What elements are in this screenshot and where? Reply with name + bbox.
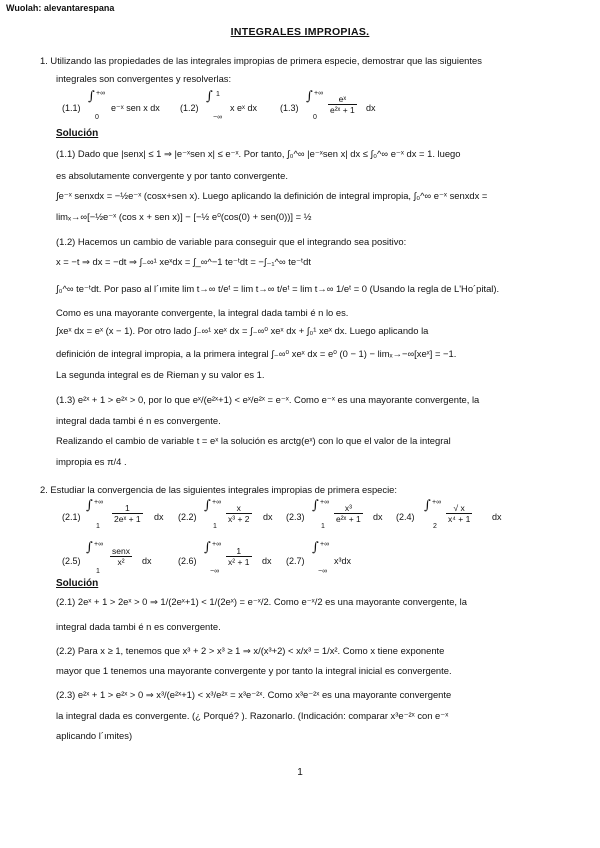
sol-1-1-line1: (1.1) Dado que |senx| ≤ 1 ⇒ |e⁻ˣsen x| ≤ e⁻ˣ. Por tanto, ∫₀^∞ |e⁻ˣsen x| dx ≤ ∫₀^∞ e⁻ˣ dx = 1. luego [56, 148, 461, 159]
int-2-2-dx: dx [263, 512, 273, 522]
ex2-statement: 2. Estudiar la convergencia de las siguientes integrales impropias de primera especie: [40, 484, 397, 495]
int-2-7-lower: −∞ [318, 568, 328, 575]
page-number: 1 [297, 767, 303, 778]
int-1-3-label: (1.3) [280, 103, 299, 113]
sol-2-3-line3: aplicando l´ımites) [56, 730, 133, 741]
int-2-2-upper: +∞ [212, 499, 222, 506]
integral-sign: ∫ [88, 89, 95, 104]
int-2-3-label: (2.3) [286, 512, 305, 522]
int-2-5-lower: 1 [96, 568, 100, 575]
integral-sign: ∫ [204, 498, 211, 513]
int-2-3-upper: +∞ [320, 499, 330, 506]
ex1-statement-line2: integrales son convergentes y resolverlas: [56, 73, 232, 84]
int-2-4-dx: dx [492, 512, 502, 522]
int-2-1-lower: 1 [96, 523, 100, 530]
int-2-7-body: x³dx [334, 556, 352, 566]
int-2-3-dx: dx [373, 512, 383, 522]
int-2-5-fraction: $\frac{\text{senx}}{\text{x²}}$ [112, 546, 130, 567]
sol-2-2-line1: (2.2) Para x ≥ 1, tenemos que x³ + 2 > x³ ≥ 1 ⇒ x/(x³+2) < x/x³ = 1/x². Como x tiene exponente [56, 645, 445, 656]
sol-1-3-line1: (1.3) e²ˣ + 1 > e²ˣ > 0, por lo que eˣ/(e²ˣ+1) < eˣ/e²ˣ = e⁻ˣ. Como e⁻ˣ es una mayorante convergente, la [56, 394, 480, 405]
sol-1-2-line6: definición de integral impropia, a la primera integral ∫₋∞⁰ xeˣ dx = e⁰ (0 − 1) − limₓ→−∞[xeˣ] = −1. [56, 348, 457, 359]
int-2-3-fraction: $\frac{\text{x³}}{\text{e²ˣ + 1}}$ [336, 503, 361, 524]
sol-1-2-line3: ∫₀^∞ te⁻ᵗdt. Por paso al l´ımite lim t→∞ t/eᵗ = lim t→∞ t/eᵗ = lim t→∞ 1/eᵗ = 0 (Usando la regla de L'Ho´pital). [56, 283, 500, 294]
int-2-4-lower: 2 [433, 523, 437, 530]
int-1-3-fraction: $\frac{\text{eˣ}}{\text{e²ˣ + 1}}$ [330, 94, 355, 115]
integral-sign: ∫ [86, 498, 93, 513]
int-2-6-fraction: $\frac{1}{\text{x² + 1}}$ [228, 546, 250, 567]
integral-sign: ∫ [312, 540, 319, 555]
int-1-1-upper: +∞ [96, 90, 106, 97]
int-2-6-upper: +∞ [212, 541, 222, 548]
sol-2-2-line2: mayor que 1 tenemos una mayorante convergente y por tanto la integral inicial es convergente. [56, 665, 452, 676]
int-2-1-upper: +∞ [94, 499, 104, 506]
int-1-1-lower: 0 [95, 114, 99, 121]
int-2-5-label: (2.5) [62, 556, 81, 566]
int-1-1-body: e⁻ˣ sen x dx [111, 103, 160, 113]
int-1-3-dx: dx [366, 103, 376, 113]
int-2-7-upper: +∞ [320, 541, 330, 548]
int-1-2-label: (1.2) [180, 103, 199, 113]
int-2-5-upper: +∞ [94, 541, 104, 548]
integral-sign: ∫ [204, 540, 211, 555]
int-2-6-lower: −∞ [210, 568, 220, 575]
sol-1-3-line4: impropia es π/4 . [56, 456, 127, 467]
watermark-header: Wuolah: alevantarespana [6, 3, 115, 13]
integral-sign: ∫ [424, 498, 431, 513]
sol-2-1-line2: integral dada tambi é n es convergente. [56, 621, 221, 632]
sol-1-2-line5: ∫xeˣ dx = eˣ (x − 1). Por otro lado ∫₋∞¹ xeˣ dx = ∫₋∞⁰ xeˣ dx + ∫₀¹ xeˣ dx. Luego aplicando la [56, 325, 429, 336]
int-2-1-label: (2.1) [62, 512, 81, 522]
solution-heading-2: Solución [56, 578, 99, 589]
sol-2-3-line2: la integral dada es convergente. (¿ Porqué? ). Razonarlo. (Indicación: comparar x³e⁻²ˣ con e⁻ˣ [56, 710, 449, 721]
int-1-3-upper: +∞ [314, 90, 324, 97]
sol-1-3-line2: integral dada tambi é n es convergente. [56, 415, 221, 426]
int-2-3-lower: 1 [321, 523, 325, 530]
sol-1-2-line4: Como es una mayorante convergente, la integral dada tambi é n lo es. [56, 307, 349, 318]
sol-1-1-line2: es absolutamente convergente y por tanto convergente. [56, 170, 288, 181]
sol-1-3-line3: Realizando el cambio de variable t = eˣ la solución es arctg(eˣ) con lo que el valor de la integral [56, 435, 451, 446]
int-1-1-label: (1.1) [62, 103, 81, 113]
int-2-1-fraction: $\frac{1}{\text{2eˣ + 1}}$ [114, 503, 141, 524]
integral-sign: ∫ [312, 498, 319, 513]
sol-1-1-line3: ∫e⁻ˣ senxdx = −½e⁻ˣ (cosx+sen x). Luego aplicando la definición de integral impropia, ∫₀^∞ e⁻ˣ senxdx = [56, 190, 488, 201]
integral-sign: ∫ [206, 89, 213, 104]
sol-2-1-line1: (2.1) 2eˣ + 1 > 2eˣ > 0 ⇒ 1/(2eˣ+1) < 1/(2eˣ) = e⁻ˣ/2. Como e⁻ˣ/2 es una mayorante convergente, la [56, 596, 467, 607]
int-1-2-upper: 1 [216, 91, 220, 98]
int-1-2-body: x eˣ dx [230, 103, 257, 113]
sol-1-2-line7: La segunda integral es de Rieman y su valor es 1. [56, 369, 265, 380]
page-title: INTEGRALES IMPROPIAS. [230, 26, 370, 38]
int-2-6-dx: dx [262, 556, 272, 566]
int-2-1-dx: dx [154, 512, 164, 522]
ex1-statement-line1: 1. Utilizando las propiedades de las integrales impropias de primera especie, demostrar que las siguientes [40, 55, 482, 66]
sol-1-1-line4: limₓ→∞[−½e⁻ˣ (cos x + sen x)] − [−½ e⁰(cos(0) + sen(0))] = ½ [56, 211, 312, 222]
int-2-4-fraction: $\frac{√ x}{\text{x⁴ + 1}}$ [448, 503, 471, 524]
int-1-3-lower: 0 [313, 114, 317, 121]
int-2-6-label: (2.6) [178, 556, 197, 566]
sol-1-2-line1: (1.2) Hacemos un cambio de variable para conseguir que el integrando sea positivo: [56, 236, 407, 247]
integral-sign: ∫ [86, 540, 93, 555]
int-2-2-label: (2.2) [178, 512, 197, 522]
int-2-4-label: (2.4) [396, 512, 415, 522]
int-1-2-lower: −∞ [213, 114, 223, 121]
sol-1-2-line2: x = −t ⇒ dx = −dt ⇒ ∫₋∞¹ xeˣdx = ∫_∞^−1 te⁻ᵗdt = −∫₋₁^∞ te⁻ᵗdt [56, 256, 311, 267]
int-2-7-label: (2.7) [286, 556, 305, 566]
integral-sign: ∫ [306, 89, 313, 104]
sol-2-3-line1: (2.3) e²ˣ + 1 > e²ˣ > 0 ⇒ x³/(e²ˣ+1) < x³/e²ˣ = x³e⁻²ˣ. Como x³e⁻²ˣ es una mayorante convergente [56, 689, 452, 700]
int-2-4-upper: +∞ [432, 499, 442, 506]
solution-heading-1: Solución [56, 128, 99, 139]
int-2-2-fraction: $\frac{x}{\text{x³ + 2}}$ [228, 503, 250, 524]
int-2-5-dx: dx [142, 556, 152, 566]
int-2-2-lower: 1 [213, 523, 217, 530]
